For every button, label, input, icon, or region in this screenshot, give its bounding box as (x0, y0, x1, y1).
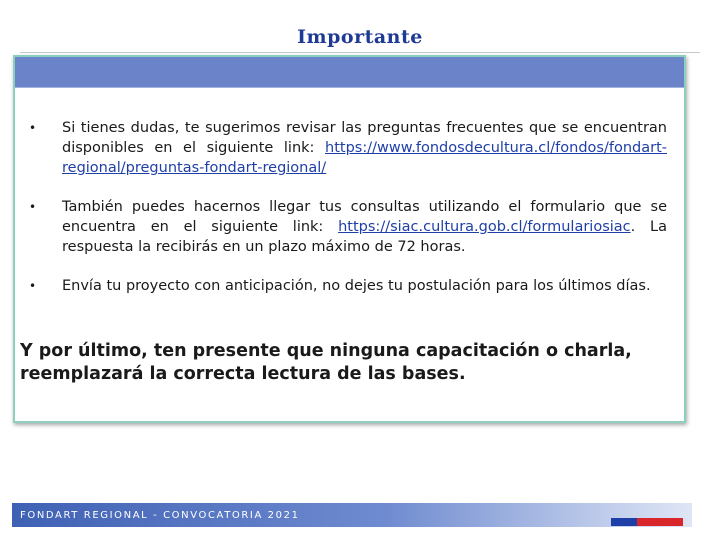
bullet-text: Envía tu proyecto con anticipación, no dejes tu postulación para los últimos días. (62, 278, 651, 294)
bullet-icon: • (29, 200, 37, 214)
list-item (27, 197, 667, 257)
bullet-text-after: . La respuesta la recibirás en un plazo máximo de 72 horas. (62, 219, 668, 255)
flag-blue-segment (611, 518, 637, 526)
flag-red-segment (637, 518, 683, 526)
bullet-list (27, 118, 667, 296)
flag-stripe-icon (611, 518, 683, 526)
list-item (27, 118, 667, 178)
title-divider (20, 52, 700, 53)
closing-note: Y por último, ten presente que ninguna capacitación o charla, reemplazará la correcta lectura de las bases. (20, 341, 632, 384)
bullet-icon: • (29, 279, 37, 293)
bullet-icon: • (29, 121, 37, 135)
content-box (13, 55, 686, 423)
footer-label: FONDART REGIONAL - CONVOCATORIA 2021 (20, 510, 300, 521)
bullet-text: También puedes hacernos llegar tus consultas utilizando el formulario que se encuentra en el siguiente link: (62, 199, 667, 235)
box-header-band (15, 57, 684, 88)
list-item (27, 276, 667, 296)
bullet-text: Si tienes dudas, te sugerimos revisar las preguntas frecuentes que se encuentran disponibles en el siguiente link: (62, 120, 667, 156)
page-title: Importante (297, 26, 423, 48)
siac-form-link[interactable]: https://siac.cultura.gob.cl/formulariosiac (338, 219, 631, 235)
faq-link[interactable]: https://www.fondosdecultura.cl/fondos/fondart-regional/preguntas-fondart-regional/ (62, 140, 667, 176)
footer-bar (12, 503, 692, 527)
